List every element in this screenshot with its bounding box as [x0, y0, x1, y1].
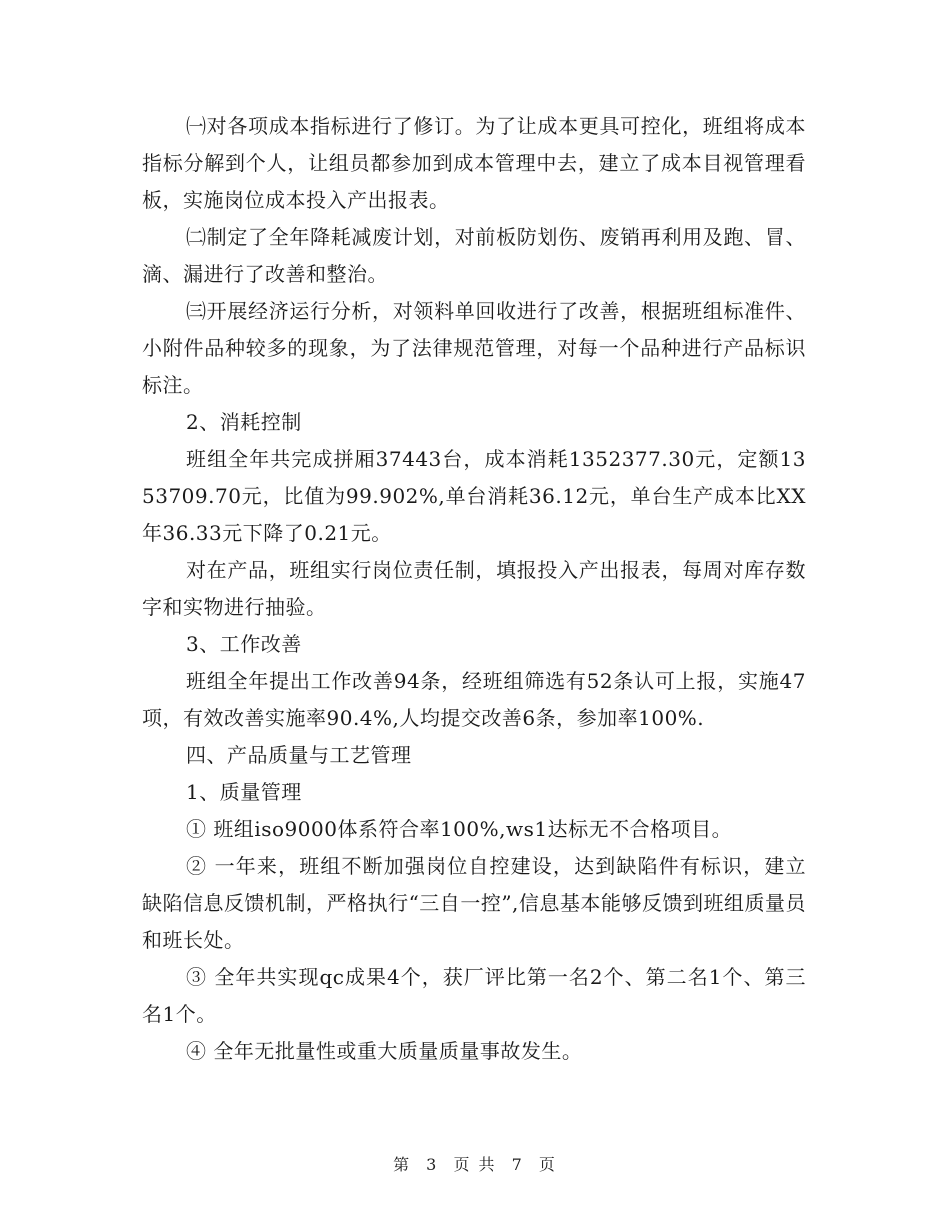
paragraph-consumption-figures: 班组全年共完成拼厢37443台，成本消耗1352377.30元，定额1353709.70元，比值为99.902%,单台消耗36.12元，单台生产成本比XX年36.33元下降了0.21元。 [142, 447, 806, 545]
list-item-iso: ① 班组iso9000体系符合率100%,ws1达标无不合格项目。 [186, 817, 733, 841]
footer-page-number: 3 [426, 1155, 439, 1174]
paragraph-economic-analysis: ㈢开展经济运行分析，对领料单回收进行了改善，根据班组标准件、小附件品种较多的现象，为了法律规范管理，对每一个品种进行产品标识标注。 [142, 299, 806, 397]
document-body [142, 108, 806, 1070]
paragraph-waste-reduction: ㈡制定了全年降耗减废计划，对前板防划伤、废销再利用及跑、冒、滴、漏进行了改善和整治。 [142, 225, 806, 286]
heading-quality-process: 四、产品质量与工艺管理 [186, 743, 412, 767]
heading-quality-management: 1、质量管理 [186, 780, 302, 804]
footer-middle: 页 共 [453, 1155, 497, 1174]
footer-total-pages: 7 [511, 1155, 524, 1174]
footer-prefix: 第 [393, 1155, 412, 1174]
heading-work-improvement: 3、工作改善 [186, 632, 302, 656]
list-item-no-accidents: ④ 全年无批量性或重大质量质量事故发生。 [186, 1039, 583, 1063]
list-item-qc-results: ③ 全年共实现qc成果4个，获厂评比第一名2个、第二名1个、第三名1个。 [142, 965, 806, 1026]
footer-suffix: 页 [538, 1155, 557, 1174]
paragraph-responsibility-system: 对在产品，班组实行岗位责任制，填报投入产出报表，每周对库存数字和实物进行抽验。 [142, 558, 806, 619]
heading-consumption-control: 2、消耗控制 [186, 410, 302, 434]
page-footer [0, 1152, 950, 1175]
paragraph-improvement-figures: 班组全年提出工作改善94条，经班组筛选有52条认可上报，实施47项，有效改善实施率90.4%,人均提交改善6条，参加率100%. [142, 669, 806, 730]
paragraph-cost-indicators: ㈠对各项成本指标进行了修订。为了让成本更具可控化，班组将成本指标分解到个人，让组员都参加到成本管理中去，建立了成本目视管理看板，实施岗位成本投入产出报表。 [142, 114, 806, 212]
list-item-self-control: ② 一年来，班组不断加强岗位自控建设，达到缺陷件有标识，建立缺陷信息反馈机制，严格执行“三自一控”,信息基本能够反馈到班组质量员和班长处。 [142, 854, 806, 952]
